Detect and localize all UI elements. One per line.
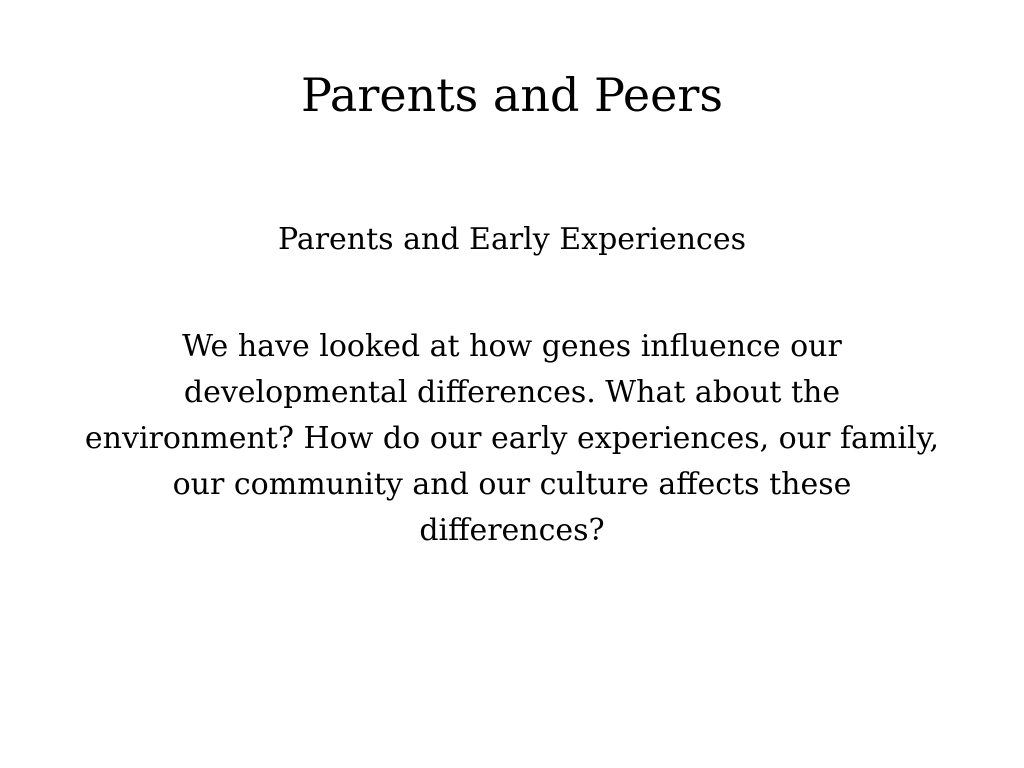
slide-subtitle: Parents and Early Experiences xyxy=(277,222,747,257)
slide-body-text: We have looked at how genes influence our developmental differences. What about the environment? How do our early experiences, our family, our community and our culture affects these differences? xyxy=(84,329,940,548)
slide-title: Parents and Peers xyxy=(301,68,723,122)
